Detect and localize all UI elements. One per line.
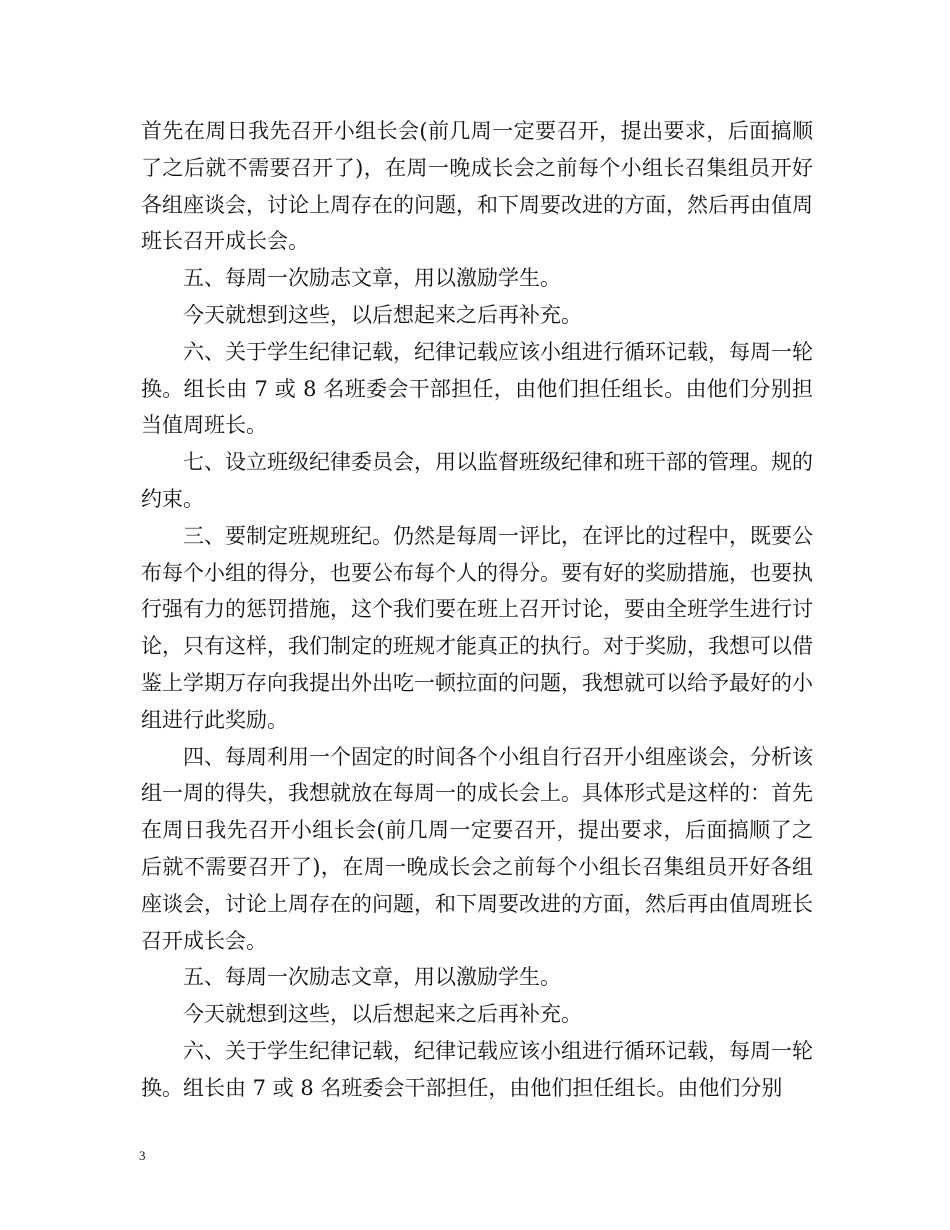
paragraph-item-seven: 七、设立班级纪律委员会，用以监督班级纪律和班干部的管理。规的约束。 — [141, 450, 813, 511]
paragraph-item-five-repeat: 五、每周一次励志文章，用以激励学生。 — [183, 965, 561, 990]
paragraph-item-three: 三、要制定班规班纪。仍然是每周一评比，在评比的过程中，既要公布每个小组的得分，也要公布每个人的得分。要有好的奖励措施，也要执行强有力的惩罚措施，这个我们要在班上召开讨论，要由全班学生进行讨论，只有这样，我们制定的班规才能真正的执行。对于奖励，我想可以借鉴上学期万存向我提出外出吃一顿拉面的问题，我想就可以给予最好的小组进行此奖励。 — [141, 523, 813, 732]
paragraph-item-four: 四、每周利用一个固定的时间各个小组自行召开小组座谈会，分析该组一周的得失，我想就放在每周一的成长会上。具体形式是这样的：首先在周日我先召开小组长会(前几周一定要召开，提出要求，后面搞顺了之后就不需要召开了)，在周一晚成长会之前每个小组长召集组员开好各组座谈会，讨论上周存在的问题，和下周要改进的方面，然后再由值周班长召开成长会。 — [141, 744, 813, 953]
paragraph-closing-note-repeat: 今天就想到这些，以后想起来之后再补充。 — [183, 1002, 582, 1027]
paragraph-item-six: 六、关于学生纪律记载，纪律记载应该小组进行循环记载，每周一轮换。组长由 7 或 8 名班委会干部担任，由他们担任组长。由他们分别担当值周班长。 — [141, 339, 813, 438]
body-text — [141, 113, 813, 1107]
paragraph-continuation: 首先在周日我先召开小组长会(前几周一定要召开，提出要求，后面搞顺了之后就不需要召开了)，在周一晚成长会之前每个小组长召集组员开好各组座谈会，讨论上周存在的问题，和下周要改进的方面，然后再由值周班长召开成长会。 — [141, 119, 813, 254]
paragraph-item-five: 五、每周一次励志文章，用以激励学生。 — [183, 266, 561, 291]
paragraph-closing-note: 今天就想到这些，以后想起来之后再补充。 — [183, 302, 582, 327]
paragraph-item-six-repeat: 六、关于学生纪律记载，纪律记载应该小组进行循环记载，每周一轮换。组长由 7 或 8 名班委会干部担任，由他们担任组长。由他们分别 — [141, 1038, 813, 1100]
page-number: 3 — [139, 1148, 146, 1163]
